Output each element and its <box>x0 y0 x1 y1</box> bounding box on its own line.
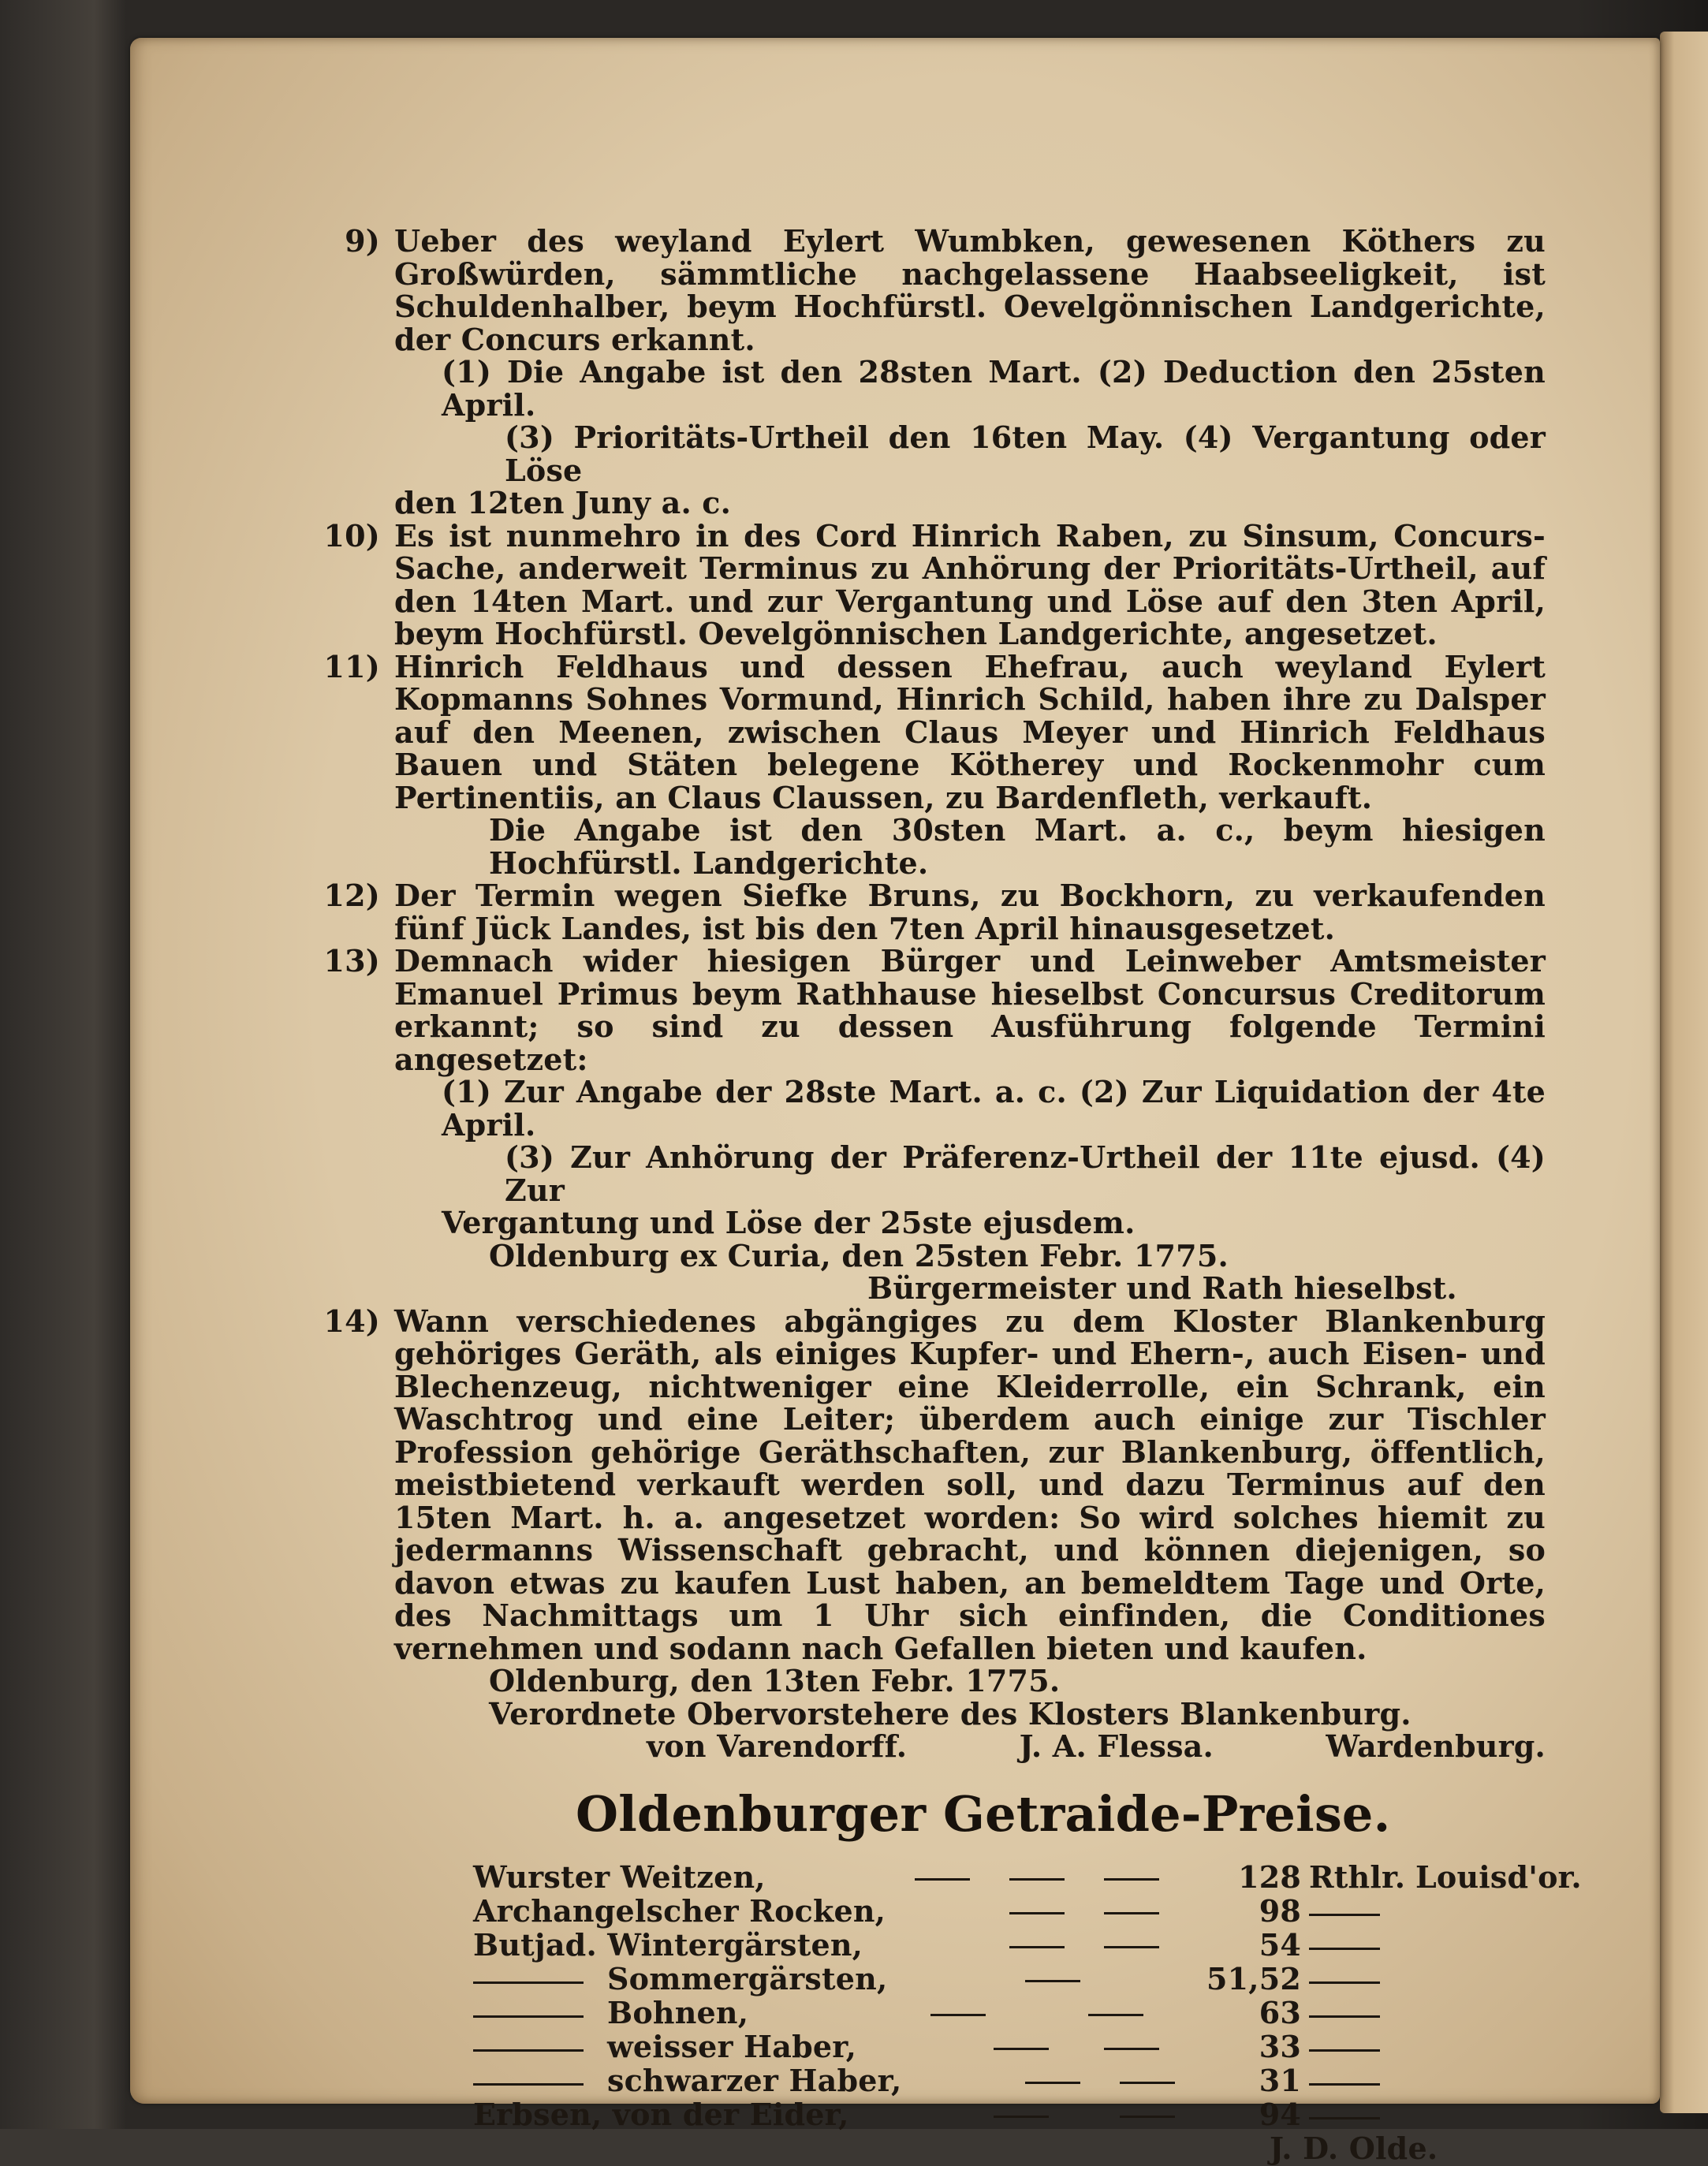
price-row <box>394 2098 1546 2132</box>
price-value: 33 <box>1259 2028 1301 2064</box>
notice-entry-11 <box>323 648 1546 881</box>
adjacent-page-edge <box>1660 32 1708 2113</box>
unit-rthlr: Rthlr. <box>1309 1858 1406 1895</box>
entry-text: Es ist nunmehro in des Cord Hinrich Raben, zu Sinsum, Concurs-Sache, anderweit Terminus zu Anhörung der Prioritäts-Urtheil, auf den 14ten Mart. und zur Vergantung und Löse auf den 3ten April, beym Hochfürstl. Oevelgönnischen Landgerichte, angesetzet. <box>394 517 1546 651</box>
entry-subline: den 12ten Juny a. c. <box>394 485 732 520</box>
grain-name: Bohnen, <box>607 1994 749 2030</box>
page-text <box>323 223 1582 2166</box>
dash-mark <box>1025 1980 1080 1982</box>
ditto-line <box>1309 2049 1380 2052</box>
signatory-name: Wardenburg. <box>1326 1728 1546 1764</box>
dash-mark <box>994 2048 1049 2050</box>
ditto-line <box>1309 2117 1380 2119</box>
signatory-name: J. A. Flessa. <box>1019 1728 1214 1764</box>
price-value: 54 <box>1259 1926 1301 1963</box>
entry-signature: Bürgermeister und Rath hieselbst. <box>867 1270 1457 1306</box>
grain-name: Butjad. Wintergärsten, <box>473 1926 863 1963</box>
ditto-line <box>1309 1948 1380 1950</box>
ditto-line <box>1309 1981 1380 1984</box>
entry-place-date: Oldenburg ex Curia, den 25sten Febr. 1775. <box>489 1237 1229 1273</box>
price-value: 94 <box>1259 2096 1301 2132</box>
grain-name: schwarzer Haber, <box>607 2062 902 2098</box>
price-value: 31 <box>1259 2062 1301 2098</box>
price-row <box>394 2064 1546 2098</box>
ditto-line <box>473 1981 584 1984</box>
price-row <box>394 1960 1546 1996</box>
entry-number: 9) <box>345 223 380 259</box>
entry-text: Wann verschiedenes abgängiges zu dem Kloster Blankenburg gehöriges Geräth, als einiges Kupfer- und Ehern-, auch Eisen- und Blechenzeug, nichtweniger eine Kleiderrolle, ein Schrank, ein Waschtrog und eine Leiter; überdem auch einige zur Tischler Profession gehörige Geräthschaften, zur Blankenburg, öffentlich, meistbietend verkauft werden soll, und dazu Terminus auf den 15ten Mart. h. a. angesetzet worden: So wird solches hiemit zu jedermanns Wissenschaft gebracht, und können diejenigen, so davon etwas zu kaufen Lust haben, an bemeldtem Tage und Orte, des Nachmittags um 1 Uhr sich einfinden, die Conditiones vernehmen und sodann nach Gefallen bieten und kaufen. <box>394 1303 1546 1666</box>
ditto-line <box>473 2049 584 2052</box>
ditto-line <box>1309 1914 1380 1916</box>
entry-text: Hinrich Feldhaus und dessen Ehefrau, auch weyland Eylert Kopmanns Sohnes Vormund, Hinrich Schild, haben ihre zu Dalsper auf den Meenen, zwischen Claus Meyer und Hinrich Feldhaus Bauen und Stäten belegene Kötherey und Rockenmohr cum Pertinentiis, an Claus Claussen, zu Bardenfleth, verkauft. <box>394 648 1546 815</box>
ditto-line <box>1309 2083 1380 2086</box>
notice-entry-9 <box>345 223 1546 520</box>
signatory-name: von Varendorff. <box>647 1728 908 1764</box>
entry-number: 11) <box>323 648 380 684</box>
price-value: 98 <box>1259 1892 1301 1929</box>
entry-subline: (1) Die Angabe ist den 28sten Mart. (2) Deduction den 25sten April. <box>442 354 1546 423</box>
price-signer: J. D. Olde. <box>1270 2130 1438 2166</box>
price-row <box>394 1858 1582 1895</box>
grain-name: Wurster Weitzen, <box>473 1858 766 1895</box>
grain-price-table <box>394 1858 1582 2166</box>
dash-mark <box>1104 1912 1159 1914</box>
price-value: 128 <box>1238 1858 1301 1895</box>
price-row <box>394 1996 1546 2030</box>
entry-subline: (1) Zur Angabe der 28ste Mart. a. c. (2) Zur Liquidation der 4te April. <box>442 1074 1546 1143</box>
grain-name: weisser Haber, <box>607 2028 857 2064</box>
dash-mark <box>915 1878 970 1881</box>
entry-text: Demnach wider hiesigen Bürger und Leinweber Amtsmeister Emanuel Primus beym Rathhause hieselbst Concursus Creditorum erkannt; so sind zu dessen Ausführung folgende Termini angesetzet: <box>394 943 1546 1077</box>
entry-tail: Die Angabe ist den 30sten Mart. a. c., beym hiesigen Hochfürstl. Landgerichte. <box>489 812 1546 881</box>
dash-mark <box>1104 1946 1159 1948</box>
dash-mark <box>1104 2048 1159 2050</box>
entry-subline: (3) Zur Anhörung der Präferenz-Urtheil der 11te ejusd. (4) Zur <box>505 1139 1546 1208</box>
notice-entry-12 <box>323 878 1546 946</box>
notice-entry-14 <box>323 1303 1546 1764</box>
dash-mark <box>1009 1912 1065 1914</box>
dash-mark <box>1120 2082 1175 2084</box>
dash-mark <box>1009 1878 1065 1881</box>
dash-mark <box>930 2014 986 2016</box>
entry-place-date: Oldenburg, den 13ten Febr. 1775. <box>489 1663 1061 1698</box>
signatory-names <box>394 1730 1546 1763</box>
ditto-line <box>473 2083 584 2086</box>
entry-text: Ueber des weyland Eylert Wumbken, gewesenen Köthers zu Großwürden, sämmtliche nachgelassene Haabseeligkeit, ist Schuldenhalber, beym Hochfürstl. Oevelgönnischen Landgerichte, der Concurs erkannt. <box>394 223 1546 357</box>
ditto-line <box>1309 2015 1380 2018</box>
entry-number: 10) <box>323 517 380 554</box>
dash-mark <box>1025 2082 1080 2084</box>
price-value: 51,52 <box>1206 1960 1301 1996</box>
dash-mark <box>1009 1946 1065 1948</box>
notice-entry-10 <box>323 517 1546 651</box>
dash-mark <box>1104 1878 1159 1881</box>
dash-mark <box>994 2116 1049 2118</box>
price-row <box>394 2030 1546 2064</box>
entry-signature: Verordnete Obervorstehere des Klosters Blankenburg. <box>489 1695 1412 1732</box>
grain-name: Archangelscher Rocken, <box>473 1892 886 1929</box>
price-row <box>394 1926 1546 1963</box>
entry-number: 13) <box>323 943 380 979</box>
entry-subline: Vergantung und Löse der 25ste ejusdem. <box>442 1205 1136 1240</box>
price-row <box>394 1892 1546 1929</box>
grain-name: Erbsen, von der Eider, <box>473 2096 849 2132</box>
grain-name: Sommergärsten, <box>607 1960 888 1996</box>
unit-louisdor: Louisd'or. <box>1415 1858 1582 1895</box>
entry-subline: (3) Prioritäts-Urtheil den 16ten May. (4) Vergantung oder Löse <box>505 419 1546 488</box>
dash-mark <box>1088 2014 1143 2016</box>
entry-text: Der Termin wegen Siefke Bruns, zu Bockhorn, zu verkaufenden fünf Jück Landes, ist bis den 7ten April hinausgesetzet. <box>394 878 1546 946</box>
notice-entry-13 <box>323 943 1546 1306</box>
ditto-line <box>473 2015 584 2018</box>
entry-number: 14) <box>323 1303 380 1339</box>
price-value: 63 <box>1259 1994 1301 2030</box>
entry-number: 12) <box>323 878 380 913</box>
prices-title: Oldenburger Getraide-Preise. <box>576 1784 1391 1843</box>
dash-mark <box>1120 2116 1175 2118</box>
